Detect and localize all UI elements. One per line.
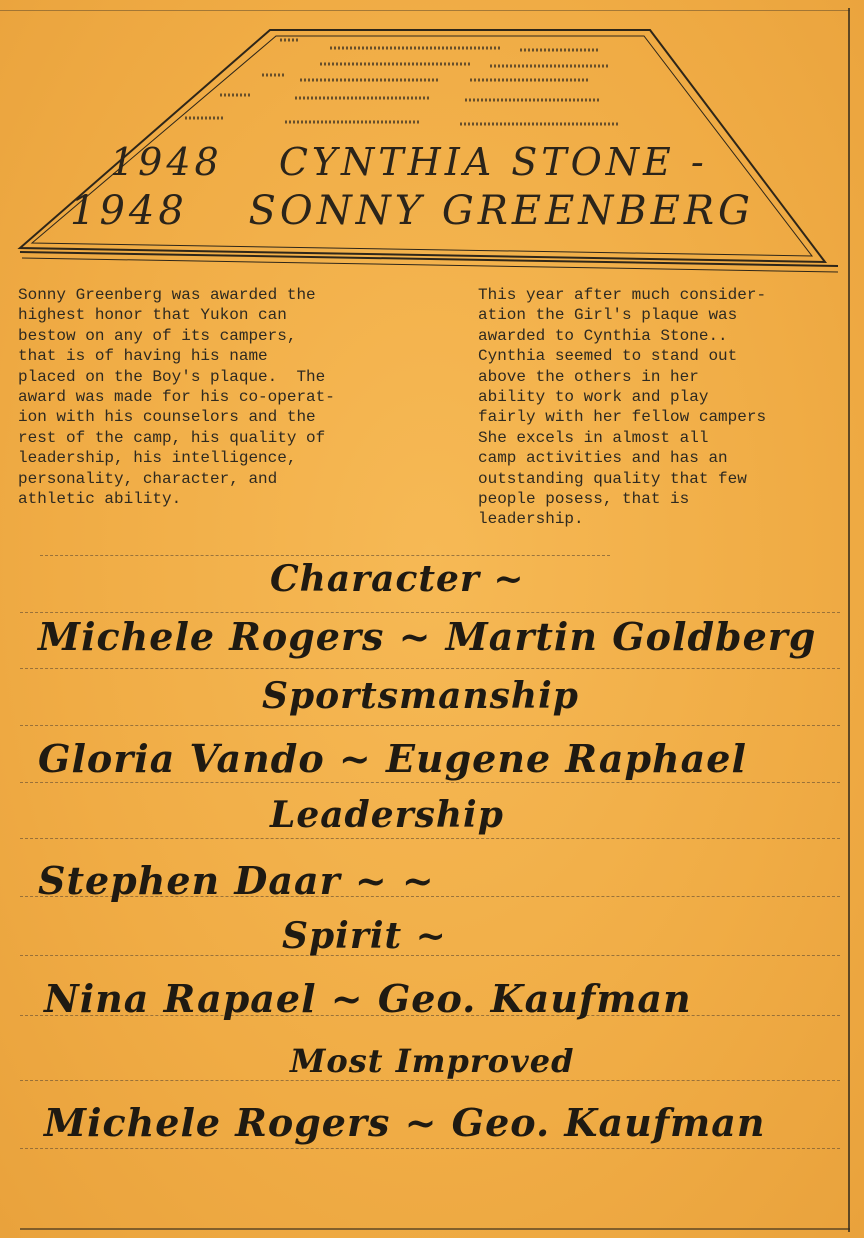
ruled-line (20, 1080, 840, 1081)
award-names-leadership: Stephen Daar ~ ~ (38, 858, 435, 903)
plaque-name: CYNTHIA STONE - (278, 140, 708, 184)
award-names-character: Michele Rogers ~ Martin Goldberg (38, 614, 817, 659)
award-names-most-improved: Michele Rogers ~ Geo. Kaufman (44, 1100, 766, 1145)
girl-plaque-article: This year after much consider- ation the Girl's plaque was awarded to Cynthia Stone.. Cynthia seemed to stand out above the others in her ability to work and play fairly with her fellow campers She excels in almost all camp activities and has an outstanding quality that few people posess, that is leadership. (478, 286, 767, 529)
boy-plaque-article: Sonny Greenberg was awarded the highest honor that Yukon can bestow on any of its campers, that is of having his name placed on the Boy's plaque. The award was made for his co-operat- ion with his counselors and the rest of the camp, his quality of leadership, his intelligence, personality, character, and athletic ability. (18, 286, 335, 509)
ruled-line (20, 668, 840, 669)
award-heading-spirit: Spirit ~ (282, 915, 447, 957)
award-heading-most-improved: Most Improved (290, 1042, 575, 1080)
ruled-line (20, 1148, 840, 1149)
ruled-line (20, 612, 840, 613)
award-heading-character: Character ~ (270, 558, 525, 600)
plaque-year: 1948 (110, 140, 223, 184)
plaque-name: SONNY GREENBERG (248, 188, 754, 234)
award-heading-leadership: Leadership (270, 794, 504, 836)
plaque-engraved-marks (185, 40, 620, 124)
plaque-row-boy (70, 188, 754, 234)
page-edge-bottom (20, 1228, 850, 1230)
ruled-line (20, 782, 840, 783)
ruled-line (40, 555, 610, 556)
award-names-sportsmanship: Gloria Vando ~ Eugene Raphael (38, 736, 747, 781)
plaque-year: 1948 (70, 188, 188, 234)
award-heading-sportsmanship: Sportsmanship (262, 675, 579, 717)
ruled-line (20, 838, 840, 839)
plaque-row-girl (110, 140, 708, 184)
award-names-spirit: Nina Rapael ~ Geo. Kaufman (44, 976, 692, 1021)
ruled-line (20, 725, 840, 726)
